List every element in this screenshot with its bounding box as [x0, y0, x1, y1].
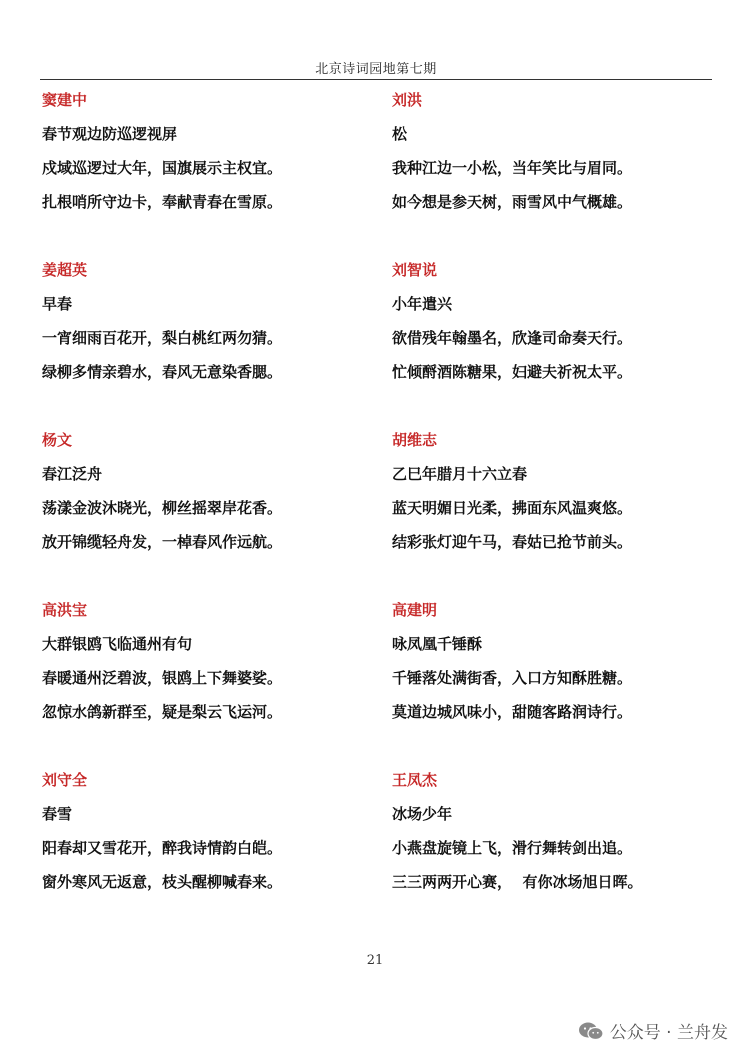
poem-line: 绿柳多情亲碧水，春风无意染香腮。	[42, 363, 283, 381]
poem-line: 结彩张灯迎午马，春姑已抢节前头。	[392, 533, 633, 551]
poem-author: 刘守全	[42, 771, 88, 789]
poem-title: 早春	[42, 295, 73, 313]
poem-line: 窗外寒风无返意，枝头醒柳喊春来。	[42, 873, 283, 891]
watermark-text: 公众号 · 兰舟发	[609, 1023, 728, 1043]
left-column	[42, 90, 372, 940]
poem-author: 王凤杰	[392, 771, 438, 789]
header-divider	[40, 79, 712, 80]
poem-author: 刘智说	[392, 261, 438, 279]
poem-title: 冰场少年	[392, 805, 453, 823]
poem-line: 如今想是参天树，雨雪风中气概雄。	[392, 193, 633, 211]
poem-line: 一宵细雨百花开，梨白桃红两勿猜。	[42, 329, 283, 347]
poem-author: 胡维志	[392, 431, 438, 449]
poem-block	[42, 430, 372, 600]
poem-line: 我种江边一小松，当年笑比与眉同。	[392, 159, 633, 177]
poem-title: 春江泛舟	[42, 465, 103, 483]
poem-author: 高洪宝	[42, 601, 88, 619]
poem-block	[392, 430, 722, 600]
poem-title: 小年遣兴	[392, 295, 453, 313]
poem-author: 窦建中	[42, 91, 88, 109]
poem-line: 春暖通州泛碧波，银鸥上下舞婆娑。	[42, 669, 283, 687]
poem-line: 蓝天明媚日光柔，拂面东风温爽悠。	[392, 499, 633, 517]
wechat-icon	[578, 1021, 604, 1041]
poem-title: 咏凤凰千锤酥	[392, 635, 483, 653]
poem-author: 杨文	[42, 431, 73, 449]
poem-title: 春雪	[42, 805, 73, 823]
poem-block	[42, 600, 372, 770]
poem-line: 放开锦缆轻舟发，一棹春风作远航。	[42, 533, 283, 551]
poem-line: 小燕盘旋镜上飞，滑行舞转剑出追。	[392, 839, 633, 857]
poem-block	[392, 600, 722, 770]
poem-title: 春节观边防巡逻视屏	[42, 125, 178, 143]
right-column	[392, 90, 722, 940]
poem-block	[42, 770, 372, 940]
page-number: 21	[366, 953, 384, 968]
poem-line: 忽惊水鸽新群至，疑是梨云飞运河。	[42, 703, 283, 721]
poem-line: 阳春却又雪花开，醉我诗情韵白皑。	[42, 839, 283, 857]
poem-line: 荡漾金波沐晓光，柳丝摇翠岸花香。	[42, 499, 283, 517]
poem-line: 忙倾酹酒陈糖果，妇避夫祈祝太平。	[392, 363, 633, 381]
poem-block	[42, 90, 372, 260]
poem-line: 欲借残年翰墨名，欣逢司命奏天行。	[392, 329, 633, 347]
poem-author: 姜超英	[42, 261, 88, 279]
poem-title: 大群银鸥飞临通州有句	[42, 635, 193, 653]
poem-line: 戍域巡逻过大年，国旗展示主权宜。	[42, 159, 283, 177]
poem-line: 三三两两开心赛， 有你冰场旭日晖。	[392, 873, 643, 891]
poem-line: 扎根哨所守边卡，奉献青春在雪原。	[42, 193, 283, 211]
poem-author: 刘洪	[392, 91, 423, 109]
page-header-title: 北京诗词园地第七期	[315, 62, 437, 77]
poem-block	[42, 260, 372, 430]
poem-block	[392, 260, 722, 430]
poem-author: 高建明	[392, 601, 438, 619]
poem-title: 乙巳年腊月十六立春	[392, 465, 528, 483]
poem-line: 千锤落处满街香，入口方知酥胜糖。	[392, 669, 633, 687]
poem-block	[392, 90, 722, 260]
watermark	[578, 1018, 728, 1043]
poem-block	[392, 770, 722, 940]
poem-line: 莫道边城风味小，甜随客路润诗行。	[392, 703, 633, 721]
poem-title: 松	[392, 125, 408, 143]
